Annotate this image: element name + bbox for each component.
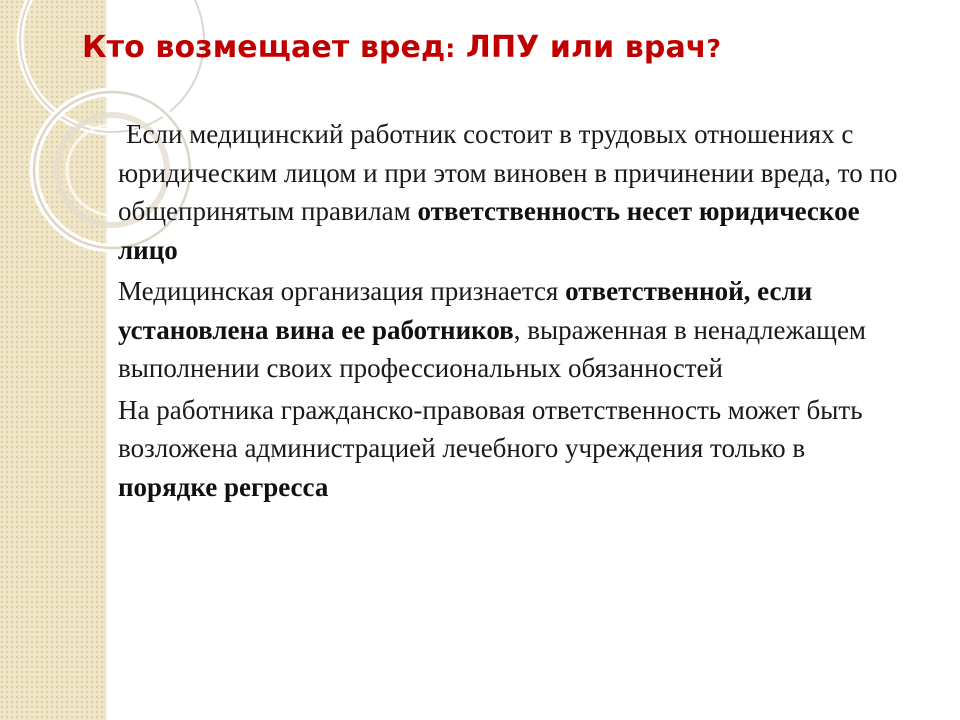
paragraph-2-text-end: , выраженная в ненадлежащем выполнении своих профессиональных обязанностей	[118, 314, 867, 383]
side-strip-edge	[104, 0, 108, 720]
paragraph-2-text-start: Медицинская организация признается	[118, 276, 566, 306]
body-text-list	[118, 115, 898, 509]
title-part1: Кто возмещает вред	[82, 30, 446, 65]
title-question-mark: ?	[706, 34, 722, 63]
title-part2: ЛПУ или врач	[455, 30, 707, 65]
paragraph-1-bold: ответственность несет юридическое лицо	[118, 196, 860, 265]
paragraph-3-text: На работника гражданско-правовая ответственность может быть возложена администрацией лечебного учреждения только в	[118, 394, 863, 463]
title-colon: :	[445, 34, 456, 63]
paragraph-1-text: Если медицинский работник состоит в трудовых отношениях с юридическим лицом и при этом виновен в причинении вреда, то по общепринятым правилам	[118, 119, 898, 226]
paragraph-organization-liability	[118, 272, 898, 388]
paragraph-3-bold: порядке регресса	[118, 471, 329, 502]
paragraph-recourse	[118, 391, 898, 507]
decorative-side-strip	[0, 0, 104, 720]
paragraph-employer-liability	[118, 115, 898, 269]
slide-title	[82, 28, 902, 69]
paragraph-2-bold: ответственной, если установлена вина ее работников	[118, 276, 813, 345]
